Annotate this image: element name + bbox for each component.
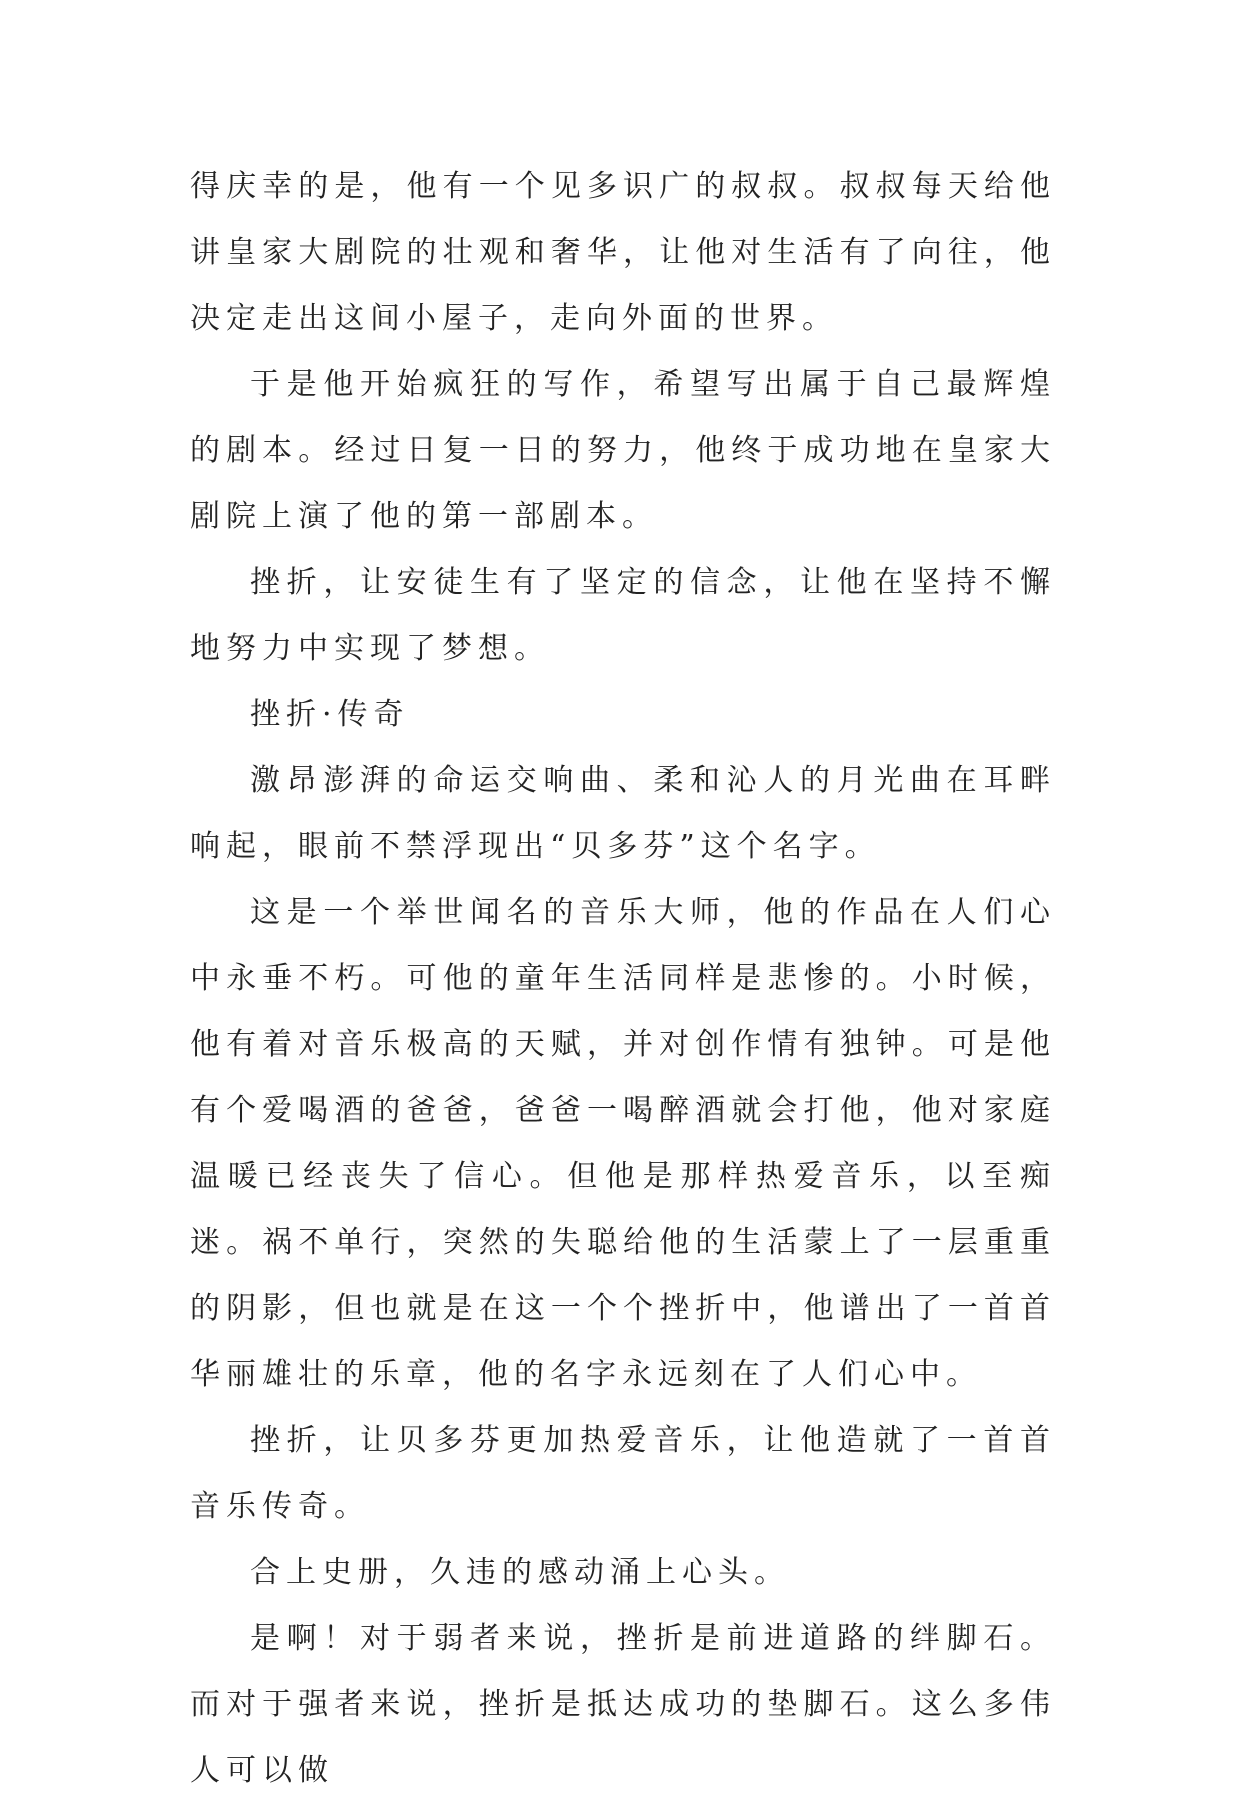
paragraph: 是啊！对于弱者来说，挫折是前进道路的绊脚石。而对于强者来说，挫折是抵达成功的垫脚石。这么多伟人可以做 — [190, 1621, 1056, 1788]
paragraph: 于是他开始疯狂的写作，希望写出属于自己最辉煌的剧本。经过日复一日的努力，他终于成功地在皇家大剧院上演了他的第一部剧本。 — [190, 367, 1056, 534]
section-heading: 挫折·传奇 — [250, 697, 410, 732]
paragraph: 激昂澎湃的命运交响曲、柔和沁人的月光曲在耳畔响起，眼前不禁浮现出“贝多芬”这个名字。 — [190, 763, 1056, 864]
document-body — [190, 154, 1056, 1804]
paragraph: 挫折，让贝多芬更加热爱音乐，让他造就了一首首音乐传奇。 — [190, 1423, 1056, 1524]
paragraph: 合上史册，久违的感动涌上心头。 — [250, 1555, 790, 1590]
paragraph-continuation: 得庆幸的是，他有一个见多识广的叔叔。叔叔每天给他讲皇家大剧院的壮观和奢华，让他对生活有了向往，他决定走出这间小屋子，走向外面的世界。 — [190, 169, 1056, 336]
paragraph: 挫折，让安徒生有了坚定的信念，让他在坚持不懈地努力中实现了梦想。 — [190, 565, 1056, 666]
paragraph: 这是一个举世闻名的音乐大师，他的作品在人们心中永垂不朽。可他的童年生活同样是悲惨的。小时候，他有着对音乐极高的天赋，并对创作情有独钟。可是他有个爱喝酒的爸爸，爸爸一喝醉酒就会打他，他对家庭温暖已经丧失了信心。但他是那样热爱音乐，以至痴迷。祸不单行，突然的失聪给他的生活蒙上了一层重重的阴影，但也就是在这一个个挫折中，他谱出了一首首华丽雄壮的乐章，他的名字永远刻在了人们心中。 — [190, 895, 1056, 1392]
